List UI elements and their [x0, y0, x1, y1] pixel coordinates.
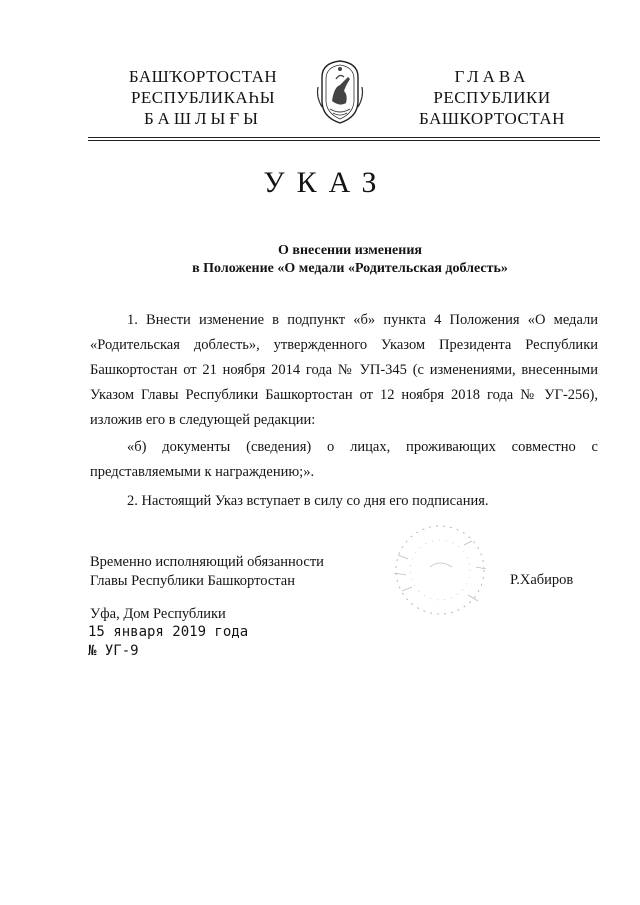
faint-seal-stamp: [368, 515, 498, 625]
header-left-line-2: РЕСПУБЛИКАҺЫ: [130, 88, 276, 107]
header-right-line-1: ГЛАВА: [454, 67, 530, 86]
issue-date: 15 января 2019 года: [88, 624, 249, 640]
header-right-line-2: РЕСПУБЛИКИ: [433, 88, 551, 107]
coat-of-arms-emblem: [314, 57, 366, 127]
issue-place: Уфа, Дом Республики: [90, 606, 226, 622]
signatory-name: Р.Хабиров: [510, 572, 574, 588]
document-type-heading: УКАЗ: [263, 166, 389, 199]
header-divider: [88, 137, 600, 141]
signatory-position-line-1: Временно исполняющий обязанности: [90, 554, 324, 570]
body-paragraph-1: 1. Внести изменение в подпункт «б» пункта 4 Положения «О медали «Родительская доблесть», утвержденного Указом Президента Республики Башкортостан от 21 ноября 2014 года № УП-345 (с изменениями, внесенными Указом Главы Республики Башкортостан от 12 ноября 2018 года № УГ-256), изложив его в следующей редакции:: [90, 312, 598, 428]
header-russian: [392, 66, 592, 129]
decree-title: [120, 242, 580, 278]
header-bashkir: [103, 66, 303, 129]
header-left-line-1: БАШҠОРТОСТАН: [128, 67, 278, 86]
signatory-position: [90, 553, 390, 591]
header-left-line-3: БАШЛЫҒЫ: [144, 109, 262, 128]
decree-number: № УГ-9: [88, 643, 139, 659]
decree-body: [90, 308, 598, 514]
signatory-position-line-2: Главы Республики Башкортостан: [90, 573, 295, 589]
decree-title-line-2: в Положение «О медали «Родительская доблесть»: [192, 261, 508, 276]
header-right-line-3: БАШКОРТОСТАН: [419, 109, 565, 128]
decree-title-line-1: О внесении изменения: [278, 243, 422, 258]
body-paragraph-3: 2. Настоящий Указ вступает в силу со дня его подписания.: [127, 493, 489, 509]
body-paragraph-2: «б) документы (сведения) о лицах, проживающих совместно с представляемыми к награждению;».: [90, 439, 598, 480]
